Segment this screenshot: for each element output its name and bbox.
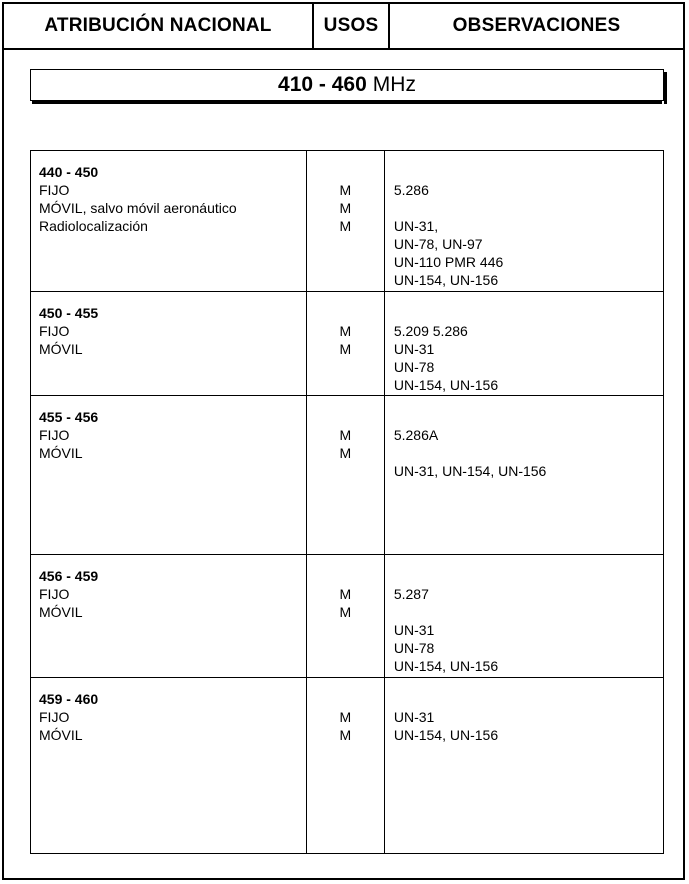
service-name: MÓVIL (39, 341, 83, 357)
service-name: FIJO (39, 709, 70, 725)
service-name: FIJO (39, 182, 70, 198)
use-code: M (339, 182, 352, 198)
table-row (31, 396, 664, 555)
range-value: 410 - 460 (278, 73, 367, 96)
cell-national-allocation (31, 555, 307, 678)
table-row (31, 151, 664, 292)
observation-note: UN-154, UN-156 (393, 658, 499, 674)
use-code: M (339, 323, 352, 339)
header-usos: USOS (323, 15, 379, 36)
use-code: M (339, 586, 352, 602)
use-code: M (339, 604, 352, 620)
observation-note: UN-31 (393, 341, 435, 357)
cell-observaciones (384, 292, 663, 396)
cell-national-allocation (31, 396, 307, 555)
table-row (31, 292, 664, 396)
table-row (31, 678, 664, 854)
table-row (31, 555, 664, 678)
header-observaciones: OBSERVACIONES (452, 15, 621, 36)
band-range: 459 - 460 (39, 691, 99, 707)
use-code: M (339, 709, 352, 725)
use-code: M (339, 445, 352, 461)
use-code: M (339, 427, 352, 443)
band-range: 440 - 450 (39, 164, 99, 180)
band-range: 450 - 455 (39, 305, 99, 321)
service-name: MÓVIL (39, 604, 83, 620)
cell-observaciones (384, 151, 663, 292)
note-spacer (394, 603, 663, 621)
observation-note: UN-78, UN-97 (393, 236, 483, 252)
observation-note: UN-78 (393, 640, 435, 656)
cell-observaciones (384, 396, 663, 555)
use-code: M (339, 341, 352, 357)
observation-note: 5.209 5.286 (393, 323, 468, 339)
observation-note: UN-154, UN-156 (393, 272, 499, 288)
service-name: Radiolocalización (39, 218, 148, 234)
cell-national-allocation (31, 292, 307, 396)
note-spacer (394, 444, 663, 462)
cell-usos (306, 396, 384, 555)
service-name: FIJO (39, 586, 70, 602)
observation-note: UN-31, UN-154, UN-156 (393, 463, 547, 479)
band-range: 455 - 456 (39, 409, 99, 425)
cell-usos (306, 151, 384, 292)
service-name: MÓVIL (39, 445, 83, 461)
frequency-range-banner (30, 69, 664, 101)
observation-note: UN-154, UN-156 (393, 727, 499, 743)
cell-usos (306, 555, 384, 678)
observation-note: 5.286 (393, 182, 429, 198)
observation-note: 5.286A (393, 427, 439, 443)
table-header (4, 4, 683, 50)
range-unit: MHz (372, 73, 416, 96)
cell-national-allocation (31, 678, 307, 854)
cell-national-allocation (31, 151, 307, 292)
observation-note: UN-154, UN-156 (393, 377, 499, 393)
use-code: M (339, 218, 352, 234)
observation-note: UN-31 (393, 709, 435, 725)
observation-note: UN-78 (393, 359, 435, 375)
observation-note: UN-110 PMR 446 (393, 254, 504, 270)
service-name: FIJO (39, 323, 70, 339)
observation-note: UN-31, (393, 218, 439, 234)
observation-note: UN-31 (393, 622, 435, 638)
allocation-table (30, 150, 664, 854)
use-code: M (339, 200, 352, 216)
service-name: FIJO (39, 427, 70, 443)
cell-usos (306, 678, 384, 854)
use-code: M (339, 727, 352, 743)
observation-note: 5.287 (393, 586, 429, 602)
service-name: MÓVIL (39, 727, 83, 743)
cell-observaciones (384, 555, 663, 678)
cell-observaciones (384, 678, 663, 854)
band-range: 456 - 459 (39, 568, 99, 584)
cell-usos (306, 292, 384, 396)
service-name: MÓVIL, salvo móvil aeronáutico (39, 200, 237, 216)
header-atribucion-nacional: ATRIBUCIÓN NACIONAL (44, 15, 272, 36)
note-spacer (394, 199, 663, 217)
